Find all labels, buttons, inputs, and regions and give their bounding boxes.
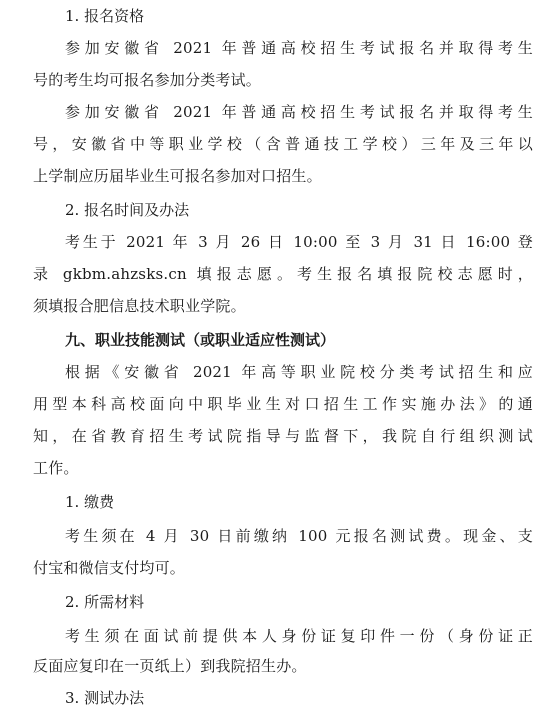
- paragraph-line: 根据《安徽省 2021 年高等职业院校分类考试招生和应: [65, 363, 533, 381]
- section-heading-materials: 2. 所需材料: [65, 593, 145, 611]
- paragraph-line: 用型本科高校面向中职毕业生对口招生工作实施办法》的通: [33, 395, 533, 413]
- section-heading-registration-time: 2. 报名时间及办法: [65, 201, 190, 219]
- paragraph-line: 考生须在面试前提供本人身份证复印件一份（身份证正: [65, 627, 533, 645]
- paragraph-line: 知，在省教育招生考试院指导与监督下，我院自行组织测试: [33, 427, 533, 445]
- paragraph-line: 反面应复印在一页纸上）到我院招生办。: [33, 657, 307, 675]
- paragraph-line: 录 gkbm.ahzsks.cn 填报志愿。考生报名填报院校志愿时，: [33, 265, 533, 283]
- paragraph-line: 须填报合肥信息技术职业学院。: [33, 297, 246, 315]
- paragraph-line: 考生于 2021 年 3 月 26 日 10:00 至 3 月 31 日 16:00 登: [65, 233, 533, 251]
- paragraph-line: 参加安徽省 2021 年普通高校招生考试报名并取得考生: [65, 39, 533, 57]
- paragraph-line: 工作。: [33, 459, 79, 477]
- paragraph-line: 考生须在 4 月 30 日前缴纳 100 元报名测试费。现金、支: [65, 527, 533, 545]
- section-heading-test-method: 3. 测试办法: [65, 689, 145, 707]
- paragraph-line: 参加安徽省 2021 年普通高校招生考试报名并取得考生: [65, 103, 533, 121]
- paragraph-line: 付宝和微信支付均可。: [33, 559, 186, 577]
- paragraph-line: 上学制应历届毕业生可报名参加对口招生。: [33, 167, 322, 185]
- paragraph-line: 号的考生均可报名参加分类考试。: [33, 71, 262, 89]
- section-heading-registration-eligibility: 1. 报名资格: [65, 7, 145, 25]
- section-heading-payment: 1. 缴费: [65, 493, 115, 511]
- section-heading-skills-test: 九、职业技能测试（或职业适应性测试）: [65, 331, 336, 349]
- paragraph-line: 号，安徽省中等职业学校（含普通技工学校）三年及三年以: [33, 135, 533, 153]
